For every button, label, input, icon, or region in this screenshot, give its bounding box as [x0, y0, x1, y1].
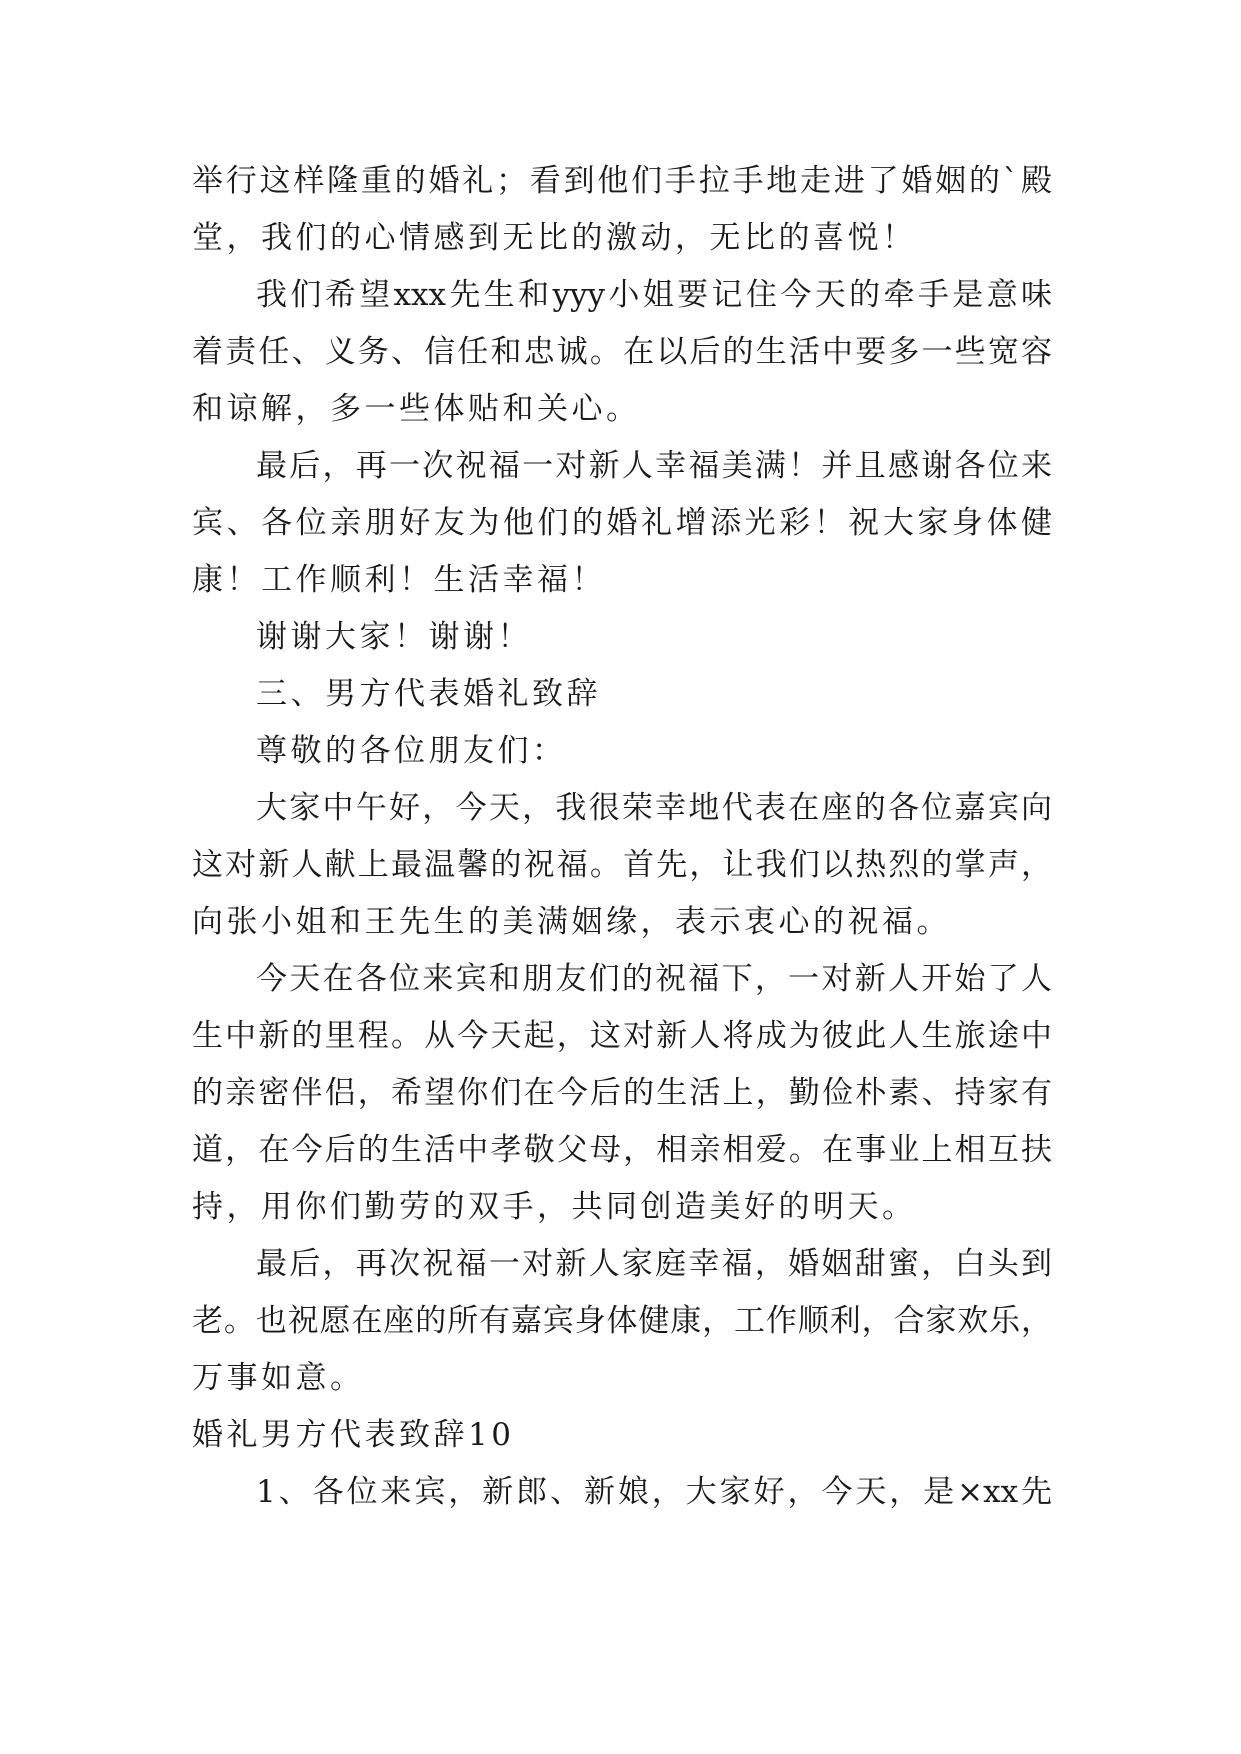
text-line: 着责任、义务、信任和忠诚。在以后的生活中要多一些宽容: [192, 334, 1052, 370]
text-line: 举行这样隆重的婚礼；看到他们手拉手地走进了婚姻的`殿: [192, 163, 1052, 199]
text-line: 康！工作顺利！生活幸福！: [192, 562, 606, 598]
section-heading: 三、男方代表婚礼致辞: [256, 676, 601, 712]
text-line: 持，用你们勤劳的双手，共同创造美好的明天。: [192, 1189, 917, 1225]
text-line: 我们希望xxx先生和yyy小姐要记住今天的牵手是意味: [256, 277, 1052, 313]
text-line: 老。也祝愿在座的所有嘉宾身体健康，工作顺利，合家欢乐，: [192, 1303, 1052, 1339]
text-line: 最后，再次祝福一对新人家庭幸福，婚姻甜蜜，白头到: [256, 1246, 1052, 1282]
text-line: 生中新的里程。从今天起，这对新人将成为彼此人生旅途中: [192, 1018, 1052, 1054]
text-line: 宾、各位亲朋好友为他们的婚礼增添光彩！祝大家身体健: [192, 505, 1052, 541]
text-line: 尊敬的各位朋友们：: [256, 733, 567, 769]
text-line: 这对新人献上最温馨的祝福。首先，让我们以热烈的掌声，: [192, 847, 1052, 883]
text-line: 堂，我们的心情感到无比的激动，无比的喜悦！: [192, 220, 917, 256]
text-line: 道，在今后的生活中孝敬父母，相亲相爱。在事业上相互扶: [192, 1132, 1052, 1168]
text-line: 1、各位来宾，新郎、新娘，大家好，今天，是×xx先: [256, 1474, 1052, 1510]
text-line: 最后，再一次祝福一对新人幸福美满！并且感谢各位来: [256, 448, 1052, 484]
text-line: 向张小姐和王先生的美满姻缘，表示衷心的祝福。: [192, 904, 951, 940]
text-line: 的亲密伴侣，希望你们在今后的生活上，勤俭朴素、持家有: [192, 1075, 1052, 1111]
text-line: 万事如意。: [192, 1360, 365, 1396]
text-line: 今天在各位来宾和朋友们的祝福下，一对新人开始了人: [256, 961, 1052, 997]
text-line: 大家中午好，今天，我很荣幸地代表在座的各位嘉宾向: [256, 790, 1052, 826]
text-line: 和谅解，多一些体贴和关心。: [192, 391, 641, 427]
section-title: 婚礼男方代表致辞10: [192, 1417, 515, 1453]
text-line: 谢谢大家！谢谢！: [256, 619, 532, 655]
